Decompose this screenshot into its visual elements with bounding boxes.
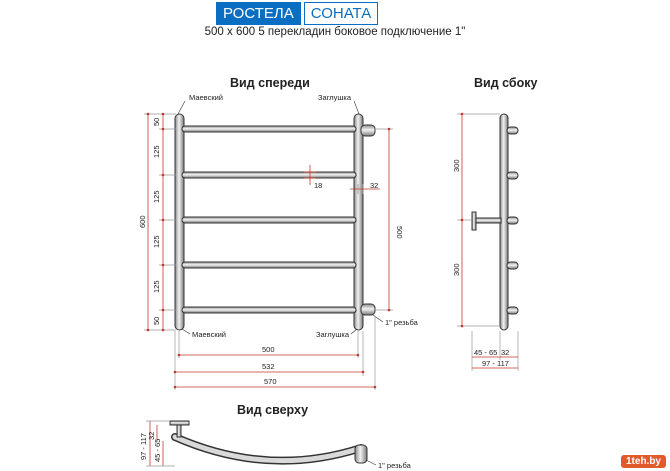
dim-side-depth-b: 32 — [501, 348, 510, 357]
model-name: СОНАТА — [304, 2, 379, 25]
top-view-title: Вид сверху — [237, 403, 309, 417]
dim-segment-1: 125 — [152, 145, 161, 158]
front-view — [138, 93, 419, 390]
crossbar — [182, 217, 356, 223]
dim-side-depth-total: 97 - 117 — [482, 359, 509, 368]
label-thread-front: 1" резьба — [385, 318, 418, 327]
side-crossbar-end — [507, 172, 518, 179]
wall-bracket — [472, 212, 476, 230]
dim-width-570: 570 — [264, 377, 277, 386]
side-crossbar-end — [507, 127, 518, 134]
dim-width-500: 500 — [262, 345, 275, 354]
dim-top-d1: 97 - 117 — [139, 433, 148, 460]
dim-top-d3: 45 - 65 — [153, 438, 162, 462]
label-mayevsky-bottom: Маевский — [192, 330, 226, 339]
dim-bar-diameter: 18 — [314, 181, 323, 190]
dim-top-d2: 32 — [147, 431, 156, 440]
watermark: 1teh.by — [621, 455, 666, 468]
side-crossbar-end — [507, 217, 518, 224]
dim-segment-4: 125 — [152, 280, 161, 293]
dim-segment-3: 125 — [152, 235, 161, 248]
crossbar — [182, 172, 356, 178]
dim-segment-top: 50 — [152, 117, 161, 126]
dim-side-upper: 300 — [452, 159, 461, 172]
label-mayevsky-top: Маевский — [189, 93, 223, 102]
dim-offset: 32 — [370, 181, 379, 190]
top-view-bracket-arm — [177, 425, 181, 437]
dim-side-depth-a: 45 - 65 — [474, 348, 498, 357]
crossbar — [182, 307, 356, 313]
wall-bracket-arm — [476, 218, 501, 223]
brand-name: РОСТЕЛА — [216, 2, 301, 25]
label-plug-top: Заглушка — [318, 93, 352, 102]
label-thread-top: 1" резьба — [378, 461, 411, 470]
front-view-title: Вид спереди — [230, 76, 310, 90]
label-plug-bottom: Заглушка — [316, 330, 350, 339]
top-connection-nozzle — [361, 125, 375, 136]
dim-total-height: 600 — [138, 215, 147, 228]
crossbar — [182, 126, 356, 132]
side-crossbar-end — [507, 307, 518, 314]
dim-inner-height: 500 — [395, 226, 404, 239]
top-view-connection-nozzle — [355, 445, 367, 463]
dim-width-532: 532 — [262, 362, 275, 371]
top-view-bracket — [170, 421, 189, 425]
side-view — [452, 113, 518, 371]
side-view-title: Вид сбоку — [474, 76, 538, 90]
bottom-connection-nozzle — [361, 304, 375, 315]
top-view — [139, 421, 412, 470]
dim-segment-2: 125 — [152, 190, 161, 203]
product-subtitle: 500 x 600 5 перекладин боковое подключение 1" — [204, 26, 466, 38]
dim-segment-bottom: 50 — [152, 316, 161, 325]
side-crossbar-end — [507, 262, 518, 269]
crossbar — [182, 262, 356, 268]
dim-side-lower: 300 — [452, 263, 461, 276]
